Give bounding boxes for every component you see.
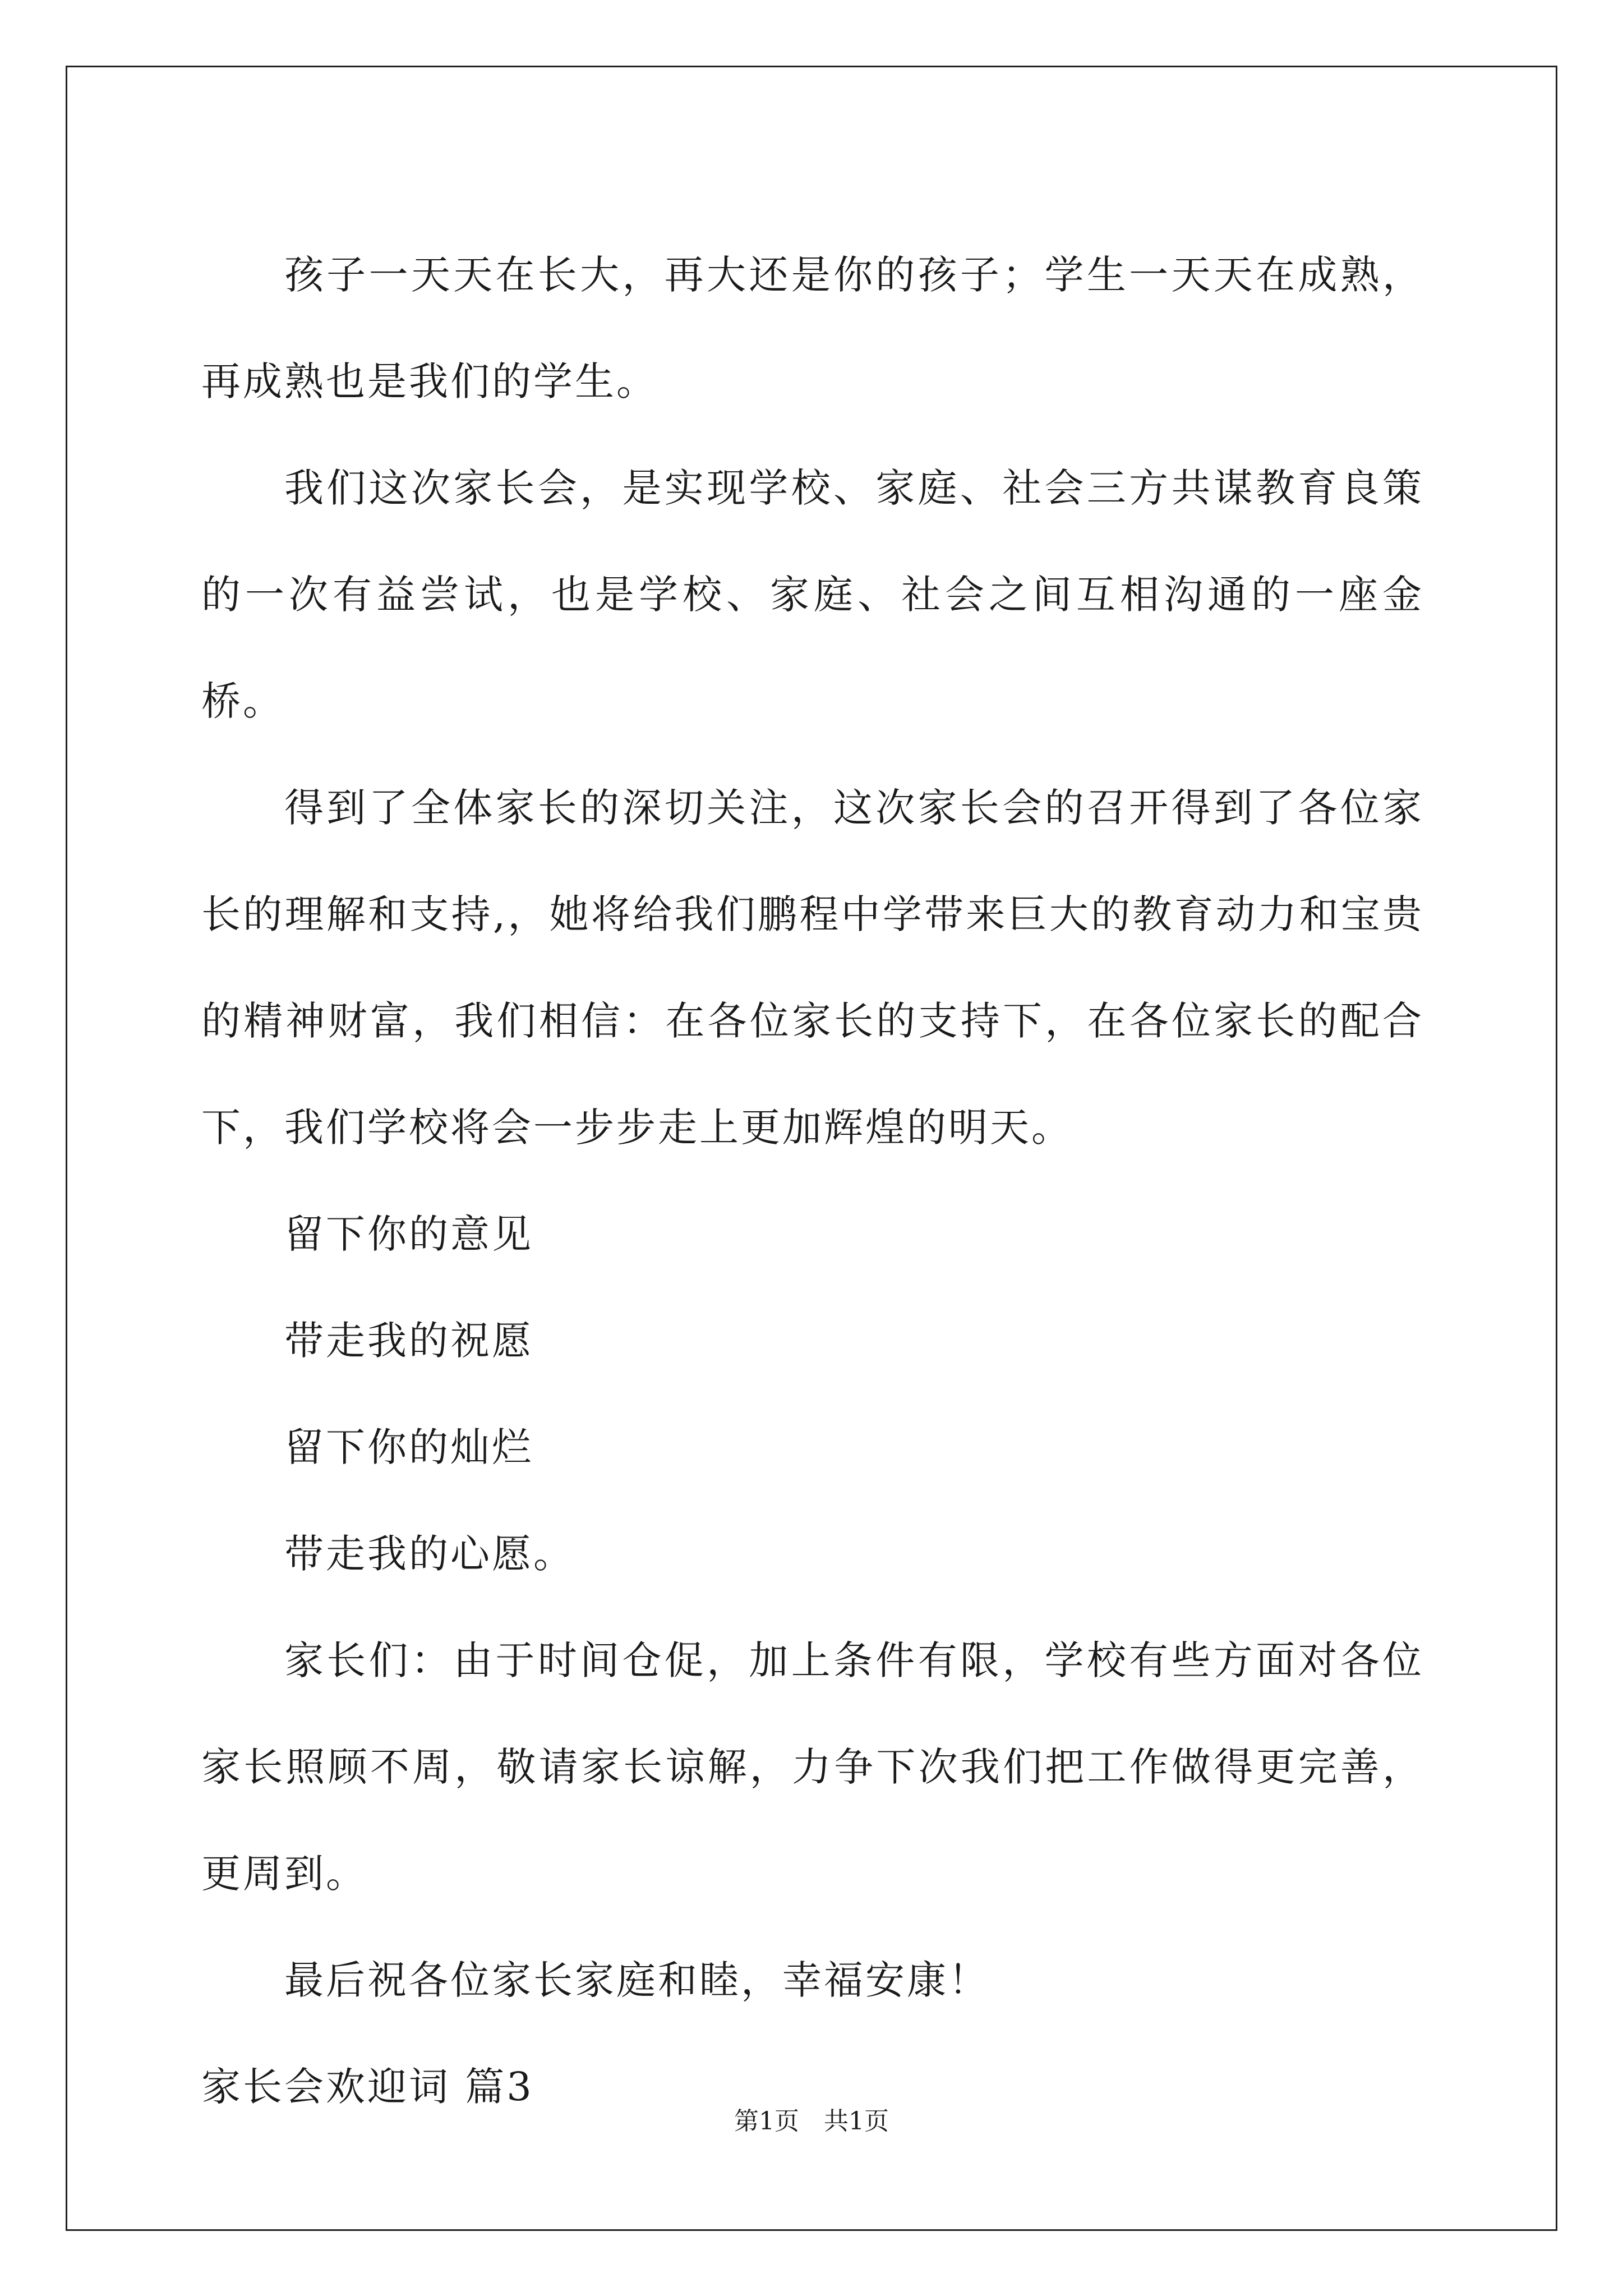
poem-line: 带走我的心愿。 (284, 1531, 575, 1577)
poem-line: 带走我的祝愿 (284, 1318, 533, 1364)
paragraph: 我们这次家长会，是实现学校、家庭、社会三方共谋教育良策的一次有益尝试，也是学校、家庭、社会之间互相沟通的一座金桥。 (201, 465, 1424, 724)
page-number-footer: 第1页 共1页 (734, 2107, 889, 2136)
paragraph: 孩子一天天在长大，再大还是你的孩子；学生一天天在成熟，再成熟也是我们的学生。 (201, 252, 1424, 404)
paragraph: 最后祝各位家长家庭和睦，幸福安康！ (284, 1957, 990, 2003)
section-heading: 家长会欢迎词 篇3 (201, 2064, 534, 2110)
document-body (201, 222, 1424, 2140)
poem-line: 留下你的意见 (284, 1211, 533, 1257)
paragraph: 家长们：由于时间仓促，加上条件有限，学校有些方面对各位家长照顾不周，敬请家长谅解，力争下次我们把工作做得更完善，更周到。 (201, 1637, 1424, 1897)
poem-line: 留下你的灿烂 (284, 1424, 533, 1470)
paragraph: 得到了全体家长的深切关注，这次家长会的召开得到了各位家长的理解和支持,，她将给我们鹏程中学带来巨大的教育动力和宝贵的精神财富，我们相信：在各位家长的支持下，在各位家长的配合下，我们学校将会一步步走上更加辉煌的明天。 (201, 785, 1424, 1151)
